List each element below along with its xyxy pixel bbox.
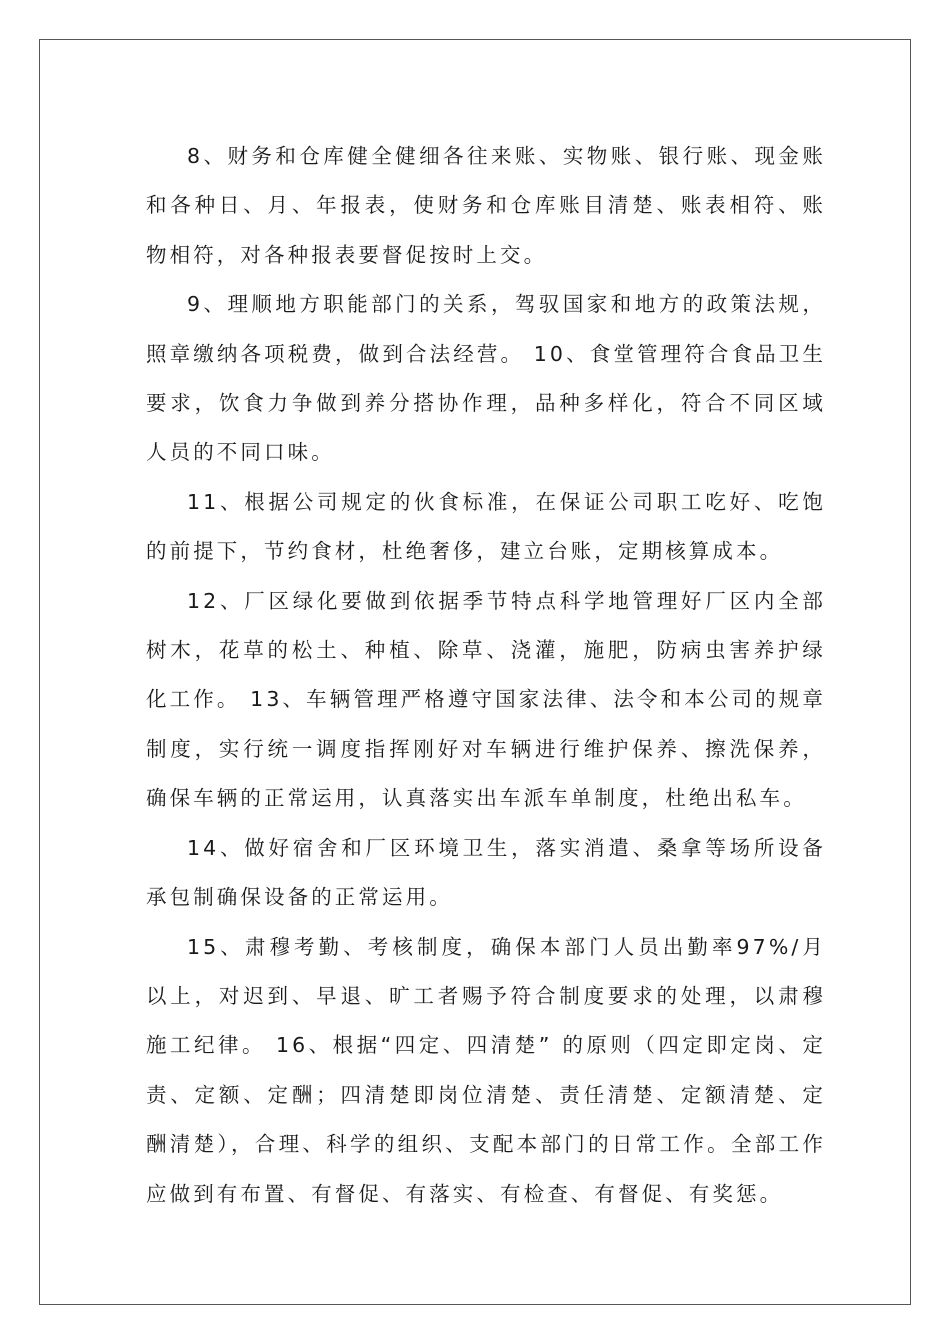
paragraph-15-16: 15、肃穆考勤、考核制度，确保本部门人员出勤率97%/月以上，对迟到、早退、旷工者赐予符合制度要求的处理，以肃穆施工纪律。 16、根据“四定、四清楚” 的原则（四定即定岗、定责、定额、定酬；四清楚即岗位清楚、责任清楚、定额清楚、定酬清楚），合理、科学的组织、支配本部门的日常工作。全部工作应做到有布置、有督促、有落实、有检查、有督促、有奖惩。 <box>146 934 826 1206</box>
paragraph-14: 14、做好宿舍和厂区环境卫生，落实消遣、桑拿等场所设备承包制确保设备的正常运用。 <box>146 835 826 910</box>
document-body <box>146 132 826 1219</box>
paragraph-8: 8、财务和仓库健全健细各往来账、实物账、银行账、现金账和各种日、月、年报表，使财务和仓库账目清楚、账表相符、账物相符，对各种报表要督促按时上交。 <box>146 144 826 267</box>
paragraph-11: 11、根据公司规定的伙食标准，在保证公司职工吃好、吃饱的前提下，节约食材，杜绝奢侈，建立台账，定期核算成本。 <box>146 489 826 564</box>
paragraph-12-13: 12、厂区绿化要做到依据季节特点科学地管理好厂区内全部树木，花草的松土、种植、除草、浇灌，施肥，防病虫害养护绿化工作。 13、车辆管理严格遵守国家法律、法令和本公司的规章制度，实行统一调度指挥刚好对车辆进行维护保养、擦洗保养，确保车辆的正常运用，认真落实出车派车单制度，杜绝出私车。 <box>146 588 826 811</box>
paragraph-9-10: 9、理顺地方职能部门的关系，驾驭国家和地方的政策法规，照章缴纳各项税费，做到合法经营。 10、食堂管理符合食品卫生要求，饮食力争做到养分搭协作理，品种多样化，符合不同区域人员的不同口味。 <box>146 292 826 465</box>
